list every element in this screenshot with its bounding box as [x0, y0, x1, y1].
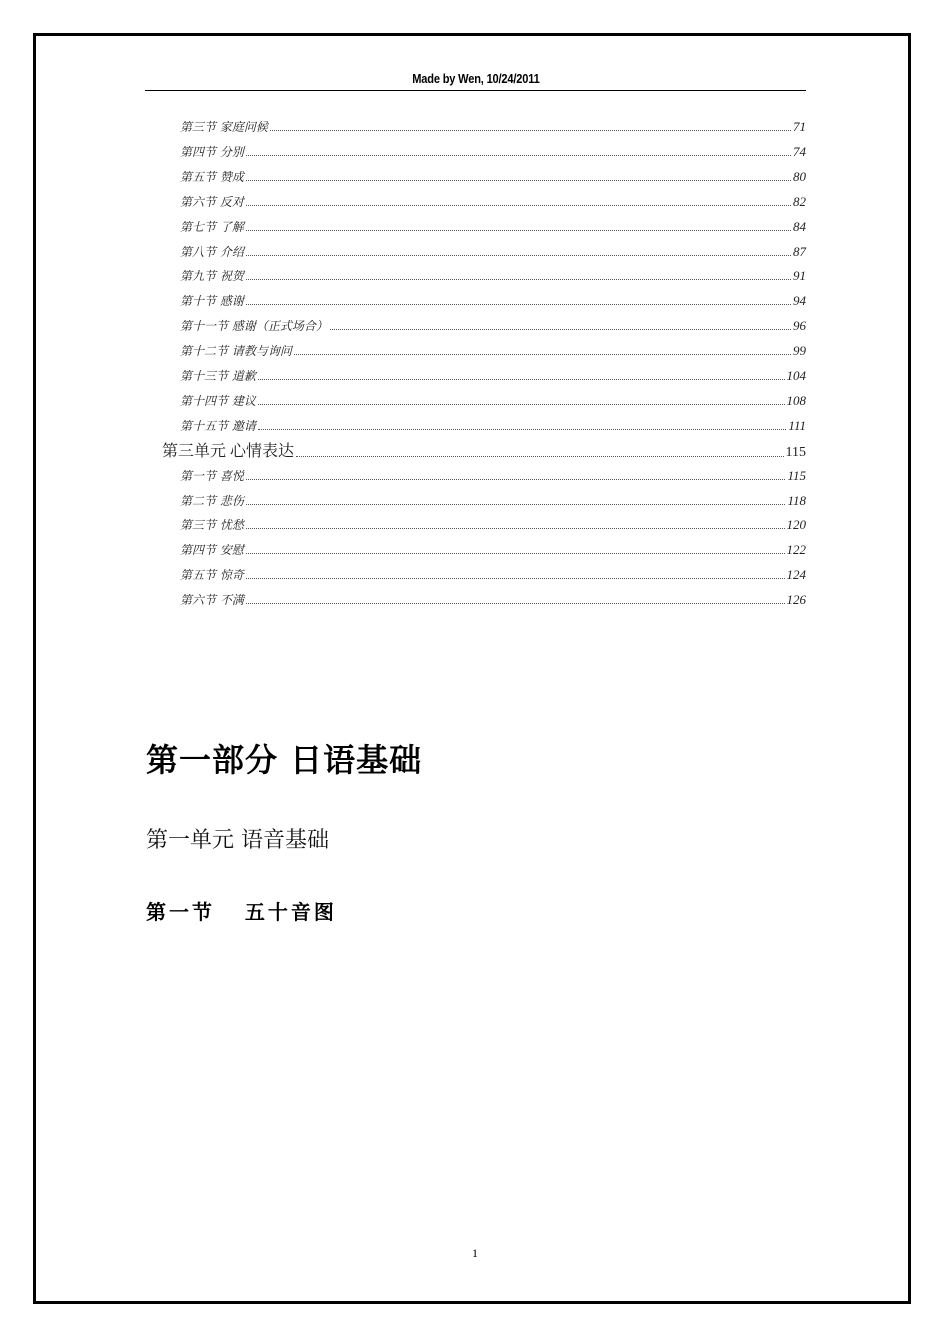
toc-section-entry — [180, 117, 806, 135]
toc-entry-page: 96 — [793, 318, 806, 334]
toc-section-entry — [180, 341, 806, 359]
toc-entry-page: 87 — [793, 243, 806, 259]
toc-leader-dots — [296, 455, 784, 457]
toc-entry-label: 第四节 安慰 — [180, 543, 244, 558]
toc-section-entry — [180, 142, 806, 160]
toc-entry-label: 第五节 赞成 — [180, 169, 244, 184]
toc-entry-label: 第三节 忧愁 — [180, 518, 244, 533]
toc-section-entry — [180, 291, 806, 309]
toc-section-entry — [180, 316, 806, 334]
toc-entry-page: 124 — [786, 567, 806, 583]
toc-section-entry — [180, 515, 806, 533]
toc-section-entry — [180, 242, 806, 260]
toc-entry-label: 第一节 喜悦 — [180, 468, 244, 483]
toc-leader-dots — [258, 403, 785, 405]
toc-leader-dots — [294, 353, 791, 355]
toc-section-entry — [180, 192, 806, 210]
page-number: 1 — [472, 1246, 478, 1260]
toc-entry-label: 第十四节 建议 — [180, 393, 256, 408]
toc-entry-page: 115 — [787, 467, 806, 483]
toc-leader-dots — [258, 428, 787, 430]
toc-entry-page: 120 — [786, 517, 806, 533]
toc-entry-label: 第五节 惊奇 — [180, 568, 244, 583]
toc-leader-dots — [246, 602, 785, 604]
toc-entry-page: 115 — [785, 444, 806, 460]
toc-section-entry — [180, 391, 806, 409]
toc-section-entry — [180, 565, 806, 583]
toc-entry-label: 第二节 悲伤 — [180, 493, 244, 508]
toc-leader-dots — [246, 254, 791, 256]
toc-leader-dots — [270, 129, 791, 131]
toc-entry-label: 第十节 感谢 — [180, 294, 244, 309]
toc-leader-dots — [258, 378, 785, 380]
toc-entry-page: 118 — [787, 492, 806, 508]
toc-leader-dots — [246, 179, 791, 181]
toc-section-entry — [180, 366, 806, 384]
toc-entry-label: 第七节 了解 — [180, 219, 244, 234]
toc-leader-dots — [246, 527, 785, 529]
page-header — [145, 69, 806, 91]
toc-entry-page: 99 — [793, 343, 806, 359]
toc-entry-page: 104 — [786, 368, 806, 383]
toc-entry-label: 第三单元 心情表达 — [162, 442, 295, 460]
toc-entry-label: 第十二节 请教与询问 — [180, 344, 292, 359]
toc-leader-dots — [246, 577, 785, 579]
toc-entry-label: 第十一节 感谢（正式场合） — [180, 319, 328, 334]
toc-entry-label: 第九节 祝贺 — [180, 269, 244, 284]
toc-entry-page: 80 — [793, 168, 806, 184]
part-title: 第一部分 日语基础 — [146, 741, 423, 779]
toc-leader-dots — [246, 503, 786, 505]
toc-leader-dots — [246, 154, 791, 156]
toc-entry-page: 126 — [786, 592, 806, 608]
toc-leader-dots — [246, 552, 785, 554]
toc-entry-label: 第十三节 道歉 — [180, 369, 256, 383]
section-title: 第一节 五十音图 — [146, 900, 337, 924]
toc-entry-page: 91 — [793, 268, 806, 284]
toc-section-entry — [180, 416, 806, 434]
toc-entry-label: 第六节 不满 — [180, 593, 244, 608]
toc-entry-page: 82 — [793, 193, 806, 209]
toc-section-entry — [180, 266, 806, 284]
toc-entry-page: 111 — [788, 417, 806, 433]
toc-entry-label: 第十五节 邀请 — [180, 418, 256, 433]
toc-section-entry — [180, 491, 806, 509]
toc-section-entry — [180, 540, 806, 558]
toc-entry-label: 第八节 介绍 — [180, 244, 244, 259]
toc-leader-dots — [330, 328, 791, 330]
toc-leader-dots — [246, 303, 791, 305]
header-text: Made by Wen, 10/24/2011 — [411, 71, 540, 86]
toc-leader-dots — [246, 278, 791, 280]
toc-entry-page: 71 — [793, 119, 806, 134]
toc-leader-dots — [246, 229, 791, 231]
toc-entry-page: 74 — [793, 143, 806, 159]
toc-entry-page: 84 — [793, 218, 806, 234]
toc-unit-entry — [162, 439, 806, 461]
toc-entry-page: 122 — [786, 542, 806, 558]
toc-section-entry — [180, 466, 806, 484]
toc-entry-label: 第三节 家庭问候 — [180, 120, 268, 134]
toc-entry-label: 第六节 反对 — [180, 194, 244, 209]
toc-leader-dots — [246, 478, 786, 480]
toc-section-entry — [180, 590, 806, 608]
toc-section-entry — [180, 217, 806, 235]
unit-title: 第一单元 语音基础 — [146, 828, 329, 853]
toc-entry-page: 108 — [786, 392, 806, 408]
toc-entry-label: 第四节 分别 — [180, 144, 244, 159]
toc-section-entry — [180, 167, 806, 185]
toc-entry-page: 94 — [793, 293, 806, 309]
toc-leader-dots — [246, 204, 791, 206]
